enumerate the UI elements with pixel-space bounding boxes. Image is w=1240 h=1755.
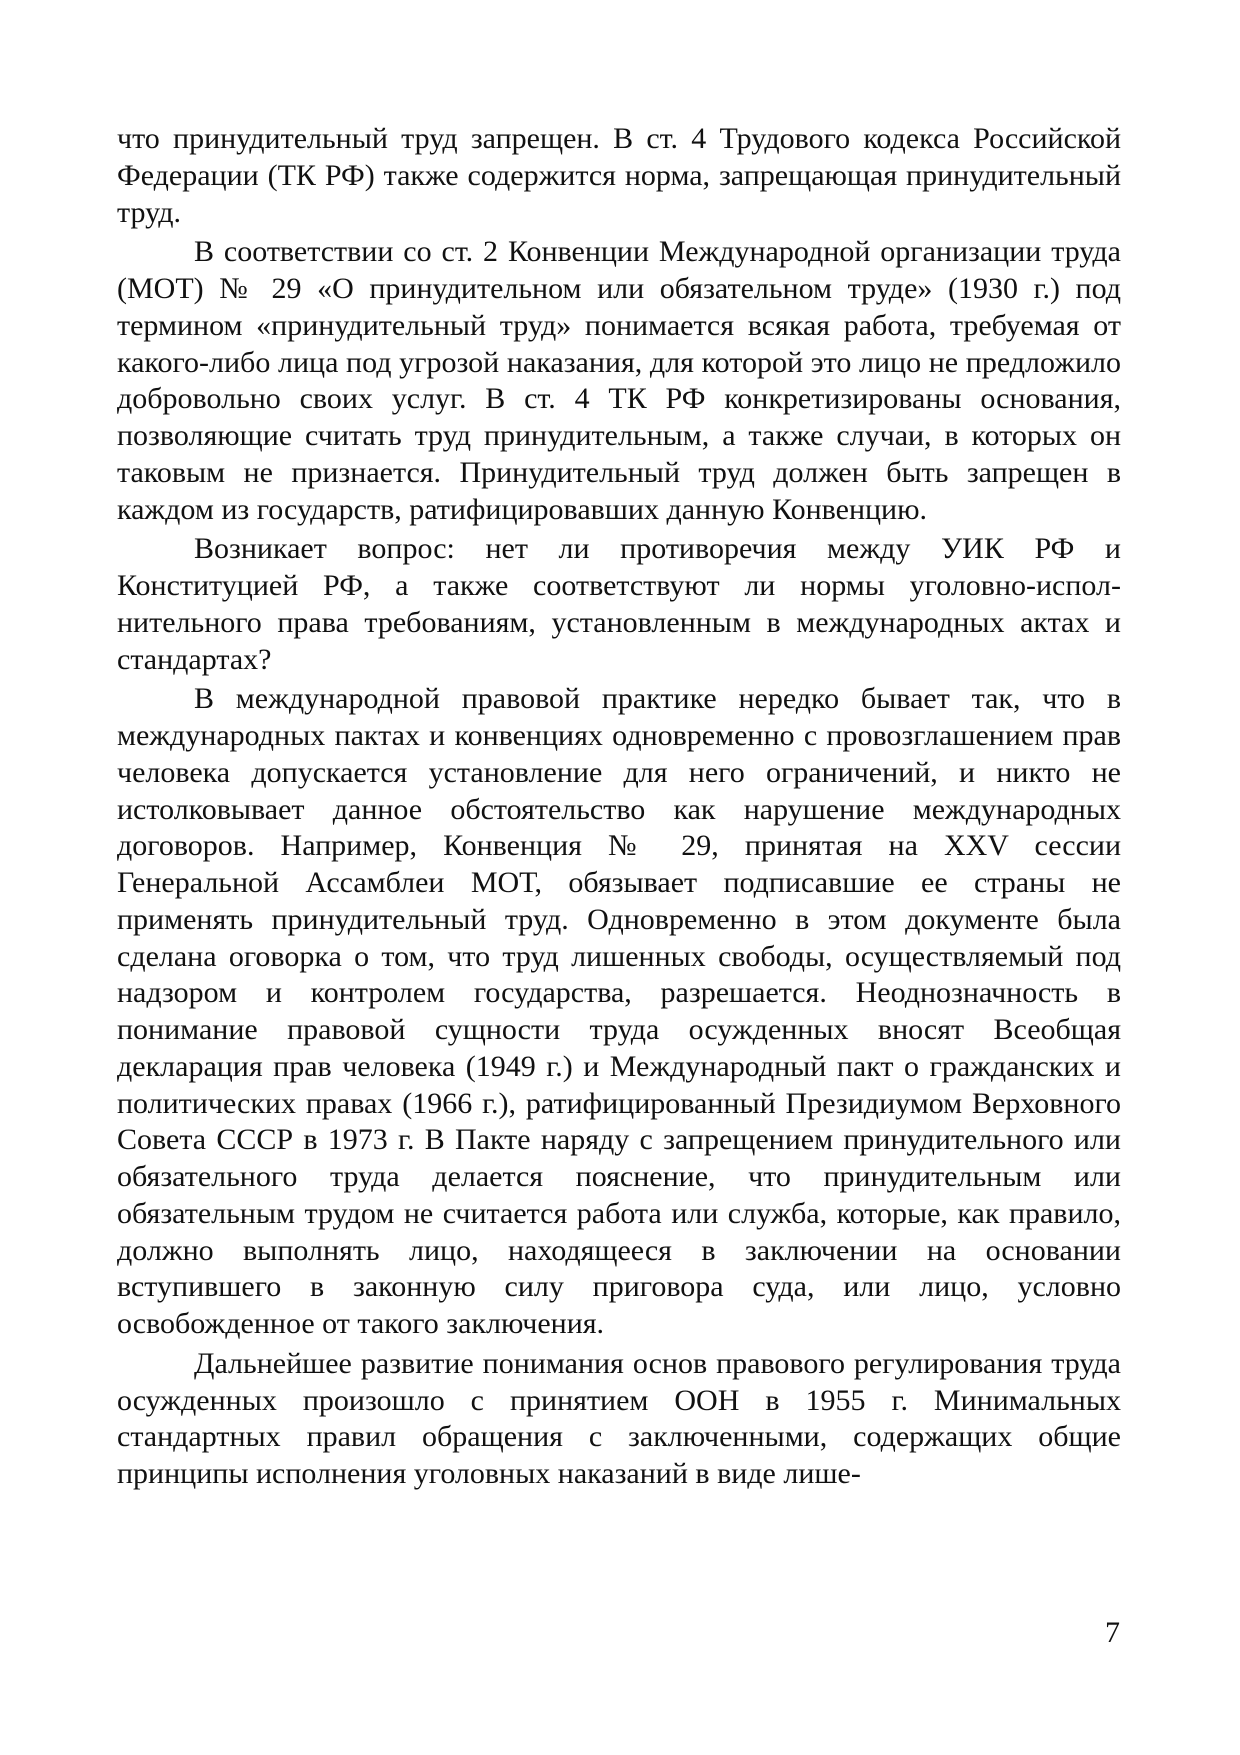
- paragraph-4: В международной правовой практике нередко бывает так, что в международных пактах и конвенциях одновременно с провозглашением прав человека допускается установление для него ограничений, и никто не истолковывает данное обстоятельство как нарушение международных договоров. Например, Конвенция № 29, принятая на XXV сессии Генеральной Ассамблеи МОТ, обязывает подписавшие ее страны не применять принудительный труд. Одновременно в этом документе была сделана оговорка о том, что труд лишенных свободы, осуществляемый под надзором и контролем государства, разрешается. Неоднозначность в понимание правовой сущности труда осужденных вносят Всеобщая декларация прав человека (1949 г.) и Международный пакт о гражданских и политических правах (1966 г.), ратифицированный Президиумом Верховного Совета СССР в 1973 г. В Пакте наряду с запрещением принудительного или обязательного труда делается пояснение, что принудительным или обязательным трудом не считается работа или служба, которые, как правило, должно выполнять лицо, находящееся в заключении на основании вступившего в законную силу приговора суда, или лицо, условно освобожденное от такого заключения.: [117, 682, 1121, 1340]
- paragraph-5: Дальнейшее развитие понимания основ правового регулирования труда осужденных произошло с принятием ООН в 1955 г. Минимальных стандартных правил обращения с заключенными, содержащих общие принципы исполнения уголовных наказаний в виде лише-: [117, 1346, 1121, 1490]
- page-number: 7: [1105, 1616, 1120, 1649]
- paragraph-2: В соответствии со ст. 2 Конвенции Международной организации труда (МОТ) № 29 «О принудительном или обязательном труде» (1930 г.) под термином «принудительный труд» понимается всякая работа, требуемая от какого-либо лица под угрозой наказания, для которой это лицо не предложило добровольно своих услуг. В ст. 4 ТК РФ конкретизированы основания, позволяющие считать труд принудительным, а также случаи, в которых он таковым не признается. Принудительный труд должен быть запрещен в каждом из государств, ратифицировавших данную Конвенцию.: [117, 235, 1121, 526]
- paragraph-1: что принудительный труд запрещен. В ст. 4 Трудового кодекса Российской Федерации (ТК РФ) также содержится норма, запрещающая принудительный труд.: [117, 122, 1121, 229]
- body-text: [117, 121, 1121, 1493]
- paragraph-3: Возникает вопрос: нет ли противоречия между УИК РФ и Конституцией РФ, а также соответствуют ли нормы уголовно-исполнительного права требованиям, установленным в международных актах и стандартах?: [117, 532, 1121, 676]
